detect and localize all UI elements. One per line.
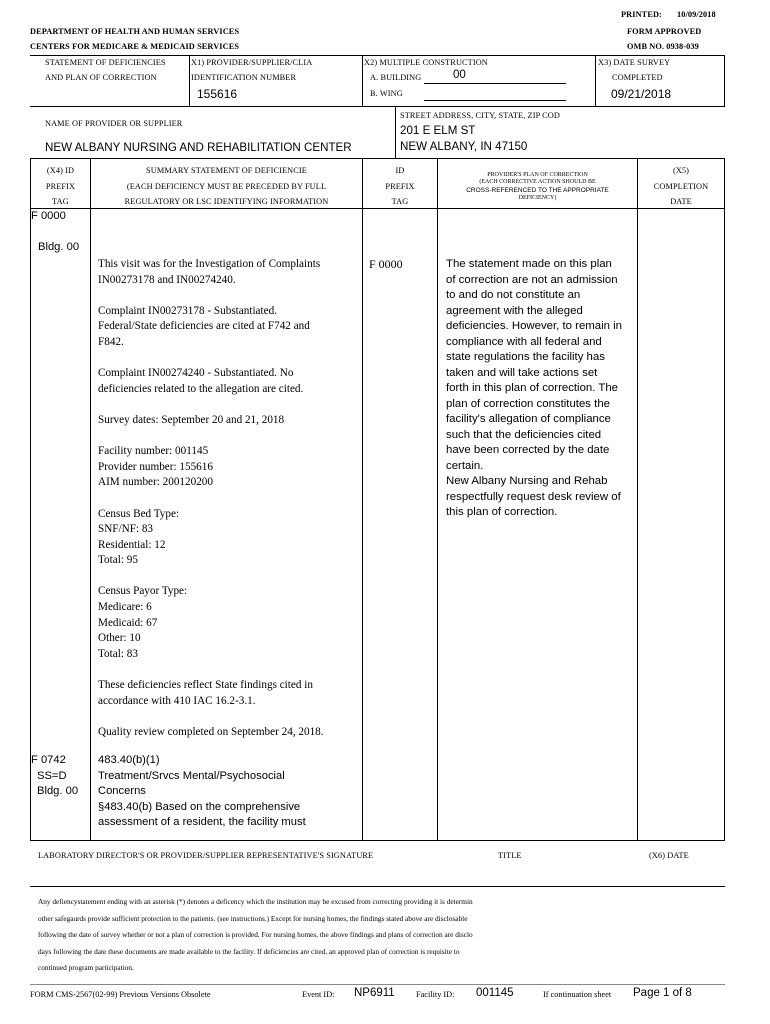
summary-header-2: (EACH DEFICIENCY MUST BE PRECEDED BY FULL	[126, 182, 327, 191]
provider-name-label: NAME OF PROVIDER OR SUPPLIER	[45, 119, 183, 128]
prefix-tag-2-block	[31, 753, 78, 800]
prefix-tag-2: F 0742	[31, 754, 66, 766]
form-approved: FORM APPROVED	[627, 27, 702, 36]
event-id-value: NP6911	[354, 987, 395, 999]
x2-label: X2) MULTIPLE CONSTRUCTION	[364, 58, 488, 67]
summary-header: SUMMARY STATEMENT OF DEFICIENCIE	[146, 166, 307, 175]
building-label: A. BUILDING	[370, 73, 422, 82]
omb-number: OMB NO. 0938-039	[627, 42, 699, 51]
plan-header-4: DEFICIENCY)	[518, 195, 557, 201]
prefix-tag-1: F 0000	[31, 210, 66, 222]
x3-label: X3) DATE SURVEY	[598, 58, 671, 67]
page-number: Page 1 of 8	[633, 987, 692, 999]
provider-id-number: 155616	[197, 87, 238, 101]
signature-label: LABORATORY DIRECTOR'S OR PROVIDER/SUPPLIER REPRESENTATIVE'S SIGNATURE	[38, 851, 374, 860]
facility-id-label: Facility ID:	[416, 990, 455, 999]
statement-label: STATEMENT OF DEFICIENCIES	[45, 58, 166, 67]
printed-date: 10/09/2018	[677, 10, 716, 19]
x5-header-2: COMPLETION	[653, 182, 709, 191]
wing-label: B. WING	[370, 89, 403, 98]
provider-name: NEW ALBANY NURSING AND REHABILITATION CENTER	[45, 141, 352, 154]
x3-label-2: COMPLETED	[612, 73, 663, 82]
plan-header-3: CROSS-REFERENCED TO THE APPROPRIATE	[466, 187, 609, 194]
scope-severity: SS=D	[37, 769, 67, 782]
address-line-2: NEW ALBANY, IN 47150	[400, 140, 528, 153]
id-header: ID	[395, 166, 405, 175]
plan-label: AND PLAN OF CORRECTION	[45, 73, 157, 82]
x4-header-2: PREFIX	[45, 182, 76, 191]
x5-header-3: DATE	[670, 197, 692, 206]
building-value: 00	[453, 69, 466, 81]
centers-title: CENTERS FOR MEDICARE & MEDICAID SERVICES	[30, 42, 240, 51]
facility-id-value: 001145	[476, 987, 514, 999]
address-line-1: 201 E ELM ST	[400, 124, 476, 137]
regulation-block: 483.40(b)(1) Treatment/Srvcs Mental/Psychosocial Concerns §483.40(b) Based on the comprehensive assessment of a resident, the facility must	[98, 754, 306, 828]
continuation-label: If continuation sheet	[543, 990, 612, 999]
building-tag-2: Bldg. 00	[37, 785, 79, 797]
x4-header-3: TAG	[52, 197, 69, 206]
plan-header-2: (EACH CORRECTIVE ACTION SHOULD BE	[479, 179, 596, 185]
disclaimer: Any defiencystatement ending with an asterisk (*) denotes a deficency which the institution may be excused from correcting providing it is determin other safegaurds provide sufficient protection to the patients. (see instructions.) Except for nursing homes, the findings stated above are disclosable following the date of survey whether or not a plan of correction is provided. For nursing homes, the above findings and plans of correction are disclo days following the date these documents are made available to the facility. If deficiencies are cited, an approved plan of correction is requisite to continued program participation.	[38, 897, 473, 973]
survey-completed-date: 09/21/2018	[611, 87, 672, 101]
x1-label-2: IDENTIFICATION NUMBER	[191, 73, 297, 82]
x6-date-label: (X6) DATE	[649, 851, 689, 860]
printed-label: PRINTED:	[621, 10, 662, 19]
plan-of-correction-text: The statement made on this plan of correction are not an admission to and do not constitute an agreement with the alleged deficiencies. However, to remain in compliance with all federal and state regulations the facility has taken and will take actions set forth in this plan of correction. The plan of correction constitutes the facility's allegation of compliance such that the deficiencies cited have been corrected by the date certain. New Albany Nursing and Rehab respectfully request desk review of this plan of correction.	[446, 258, 623, 518]
summary-block-1: This visit was for the Investigation of Complaints IN00273178 and IN00274240. Complaint IN00273178 - Substantiated. Federal/State deficiencies are cited at F742 and F842. Complaint IN00274240 - Substantiated. No deficiencies related to the allegation are cited. Survey dates: September 20 and 21, 2018 Facility number: 001145 Provider number: 155616 AIM number: 200120200 Census Bed Type: SNF/NF: 83 Residential: 12 Total: 95 Census Payor Type: Medicare: 6 Medicaid: 67 Other: 10 Total: 83 These deficiencies reflect State findings cited in accordance with 410 IAC 16.2-3.1. Quality review completed on September 24, 2018.	[98, 258, 324, 738]
x5-header: (X5)	[672, 166, 690, 175]
form-number: FORM CMS-2567(02-99) Previous Versions Obsolete	[30, 990, 211, 999]
summary-header-3: REGULATORY OR LSC IDENTIFYING INFORMATION	[124, 197, 329, 206]
plan-header: PROVIDER'S PLAN OF CORRECTION	[487, 172, 588, 178]
id-header-3: TAG	[391, 197, 409, 206]
id-header-2: PREFIX	[385, 182, 415, 191]
x4-header: (X4) ID	[46, 166, 75, 175]
address-label: STREET ADDRESS, CITY, STATE, ZIP COD	[400, 111, 560, 120]
x1-label: X1) PROVIDER/SUPPLIER/CLIA	[191, 58, 313, 67]
building-tag-1: Bldg. 00	[38, 241, 80, 253]
title-label: TITLE	[498, 851, 522, 860]
department-title: DEPARTMENT OF HEALTH AND HUMAN SERVICES	[30, 27, 240, 36]
event-id-label: Event ID:	[302, 990, 335, 999]
id-prefix-tag-1: F 0000	[369, 257, 403, 271]
